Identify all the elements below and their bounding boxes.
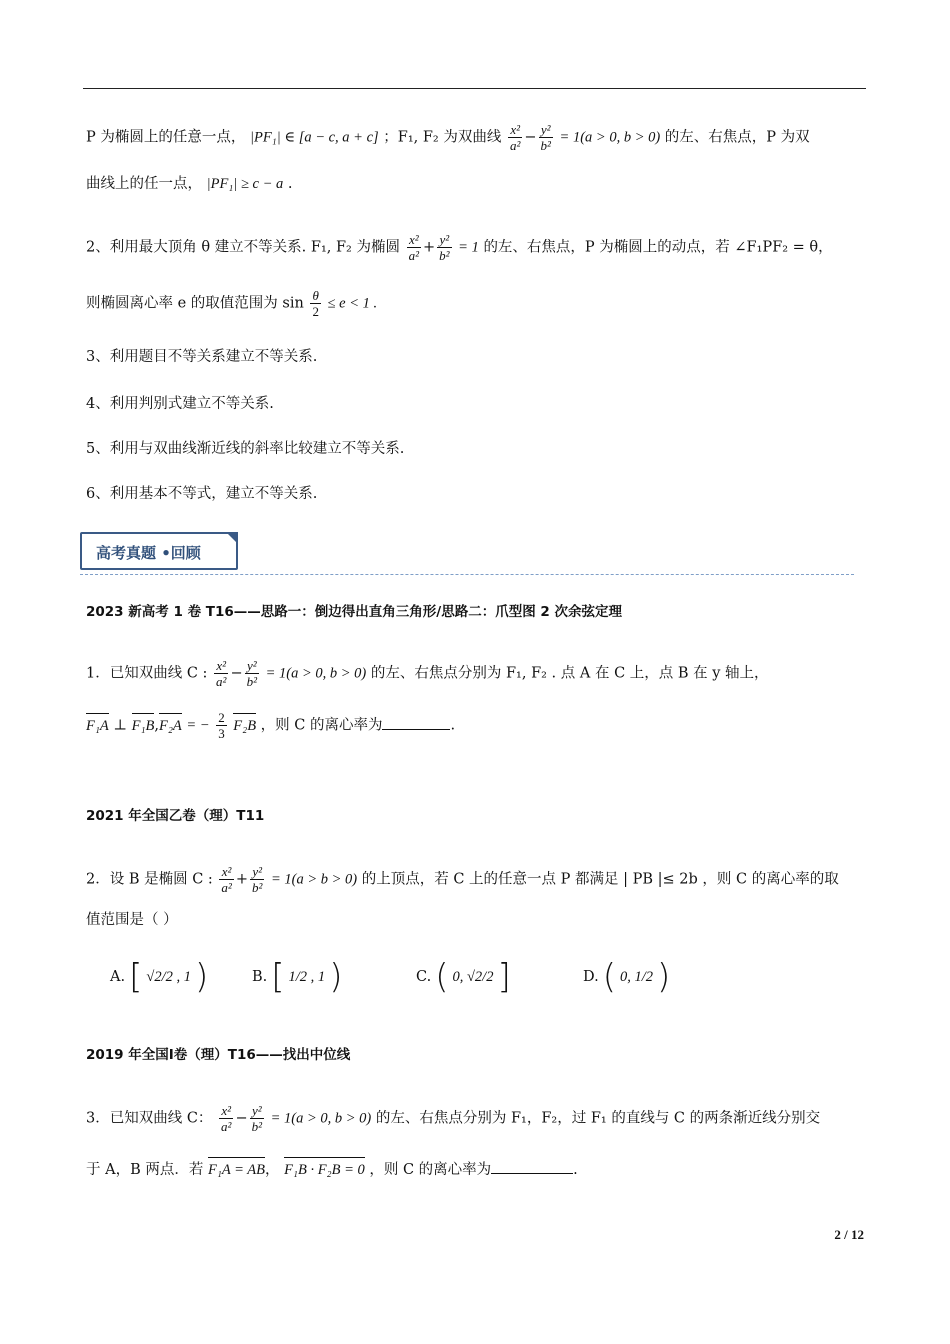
section-banner-label: 高考真题 •回顾 [96, 544, 201, 562]
q3-heading: 2019 年全国Ⅰ卷（理）T16——找出中位线 [86, 1047, 351, 1063]
q3-line-1: 3．已知双曲线 C： $\frac{\text{x²}}{\text{a²}}$ − $\frac{\text{y²}}{\text{b²}}$ = 1(a > 0, b > 0) 的左、右焦点分别为 F₁，F₂，过 F₁ 的直线与 C 的两条渐近线分别交 [86, 1103, 821, 1134]
q2-option-a[interactable]: A. [ √2/2 , 1 ) [110, 957, 209, 997]
intro-line-2: 曲线上的任一点， |PF₁| ≥ c − a . [86, 176, 293, 192]
q2-option-b[interactable]: B. [ 1/2 , 1 ) [252, 957, 343, 997]
page-number: 2 / 12 [834, 1227, 864, 1242]
q3-line-2: 于 A，B 两点．若 F₁A = AB， F₁B · F₂B = 0 ，则 C 的离心率为 . [86, 1157, 578, 1182]
section-divider [80, 574, 854, 575]
section-banner [80, 532, 238, 570]
method-5: 5、利用与双曲线渐近线的斜率比较建立不等关系. [86, 441, 405, 457]
answer-blank [491, 1157, 573, 1174]
q2-option-c[interactable]: C. ( 0, √2/2 ] [416, 957, 511, 997]
q2-line-1: 2．设 B 是椭圆 C : $\frac{\text{x²}}{\text{a²}}$ + $\frac{\text{y²}}{\text{b²}}$ = 1(a > b > 0) 的上顶点，若 C 上的任意一点 P 都满足 | PB |≤ 2b ，则 C 的离心率的取 [86, 864, 839, 895]
method-4: 4、利用判别式建立不等关系. [86, 396, 274, 412]
q1-heading: 2023 新高考 1 卷 T16——思路一：倒边得出直角三角形/思路二：爪型图 2 次余弦定理 [86, 604, 622, 620]
method-2-line-1: 2、利用最大顶角 θ 建立不等关系. F₁, F₂ 为椭圆 $\frac{\text{x²}}{\text{a²}}$ + $\frac{\text{y²}}{\text{b²}}$ = 1 的左、右焦点，P 为椭圆上的动点，若 ∠F₁PF₂ = θ， [86, 232, 833, 263]
method-2-line-2: 则椭圆离心率 e 的取值范围为 sin $\frac{\theta}{2}$ ≤ e < 1 . [86, 288, 378, 319]
q1-line-1: 1．已知双曲线 C : $\frac{\text{x²}}{\text{a²}}$ − $\frac{\text{y²}}{\text{b²}}$ = 1(a > 0, b > 0) 的左、右焦点分别为 F₁, F₂ . 点 A 在 C 上，点 B 在 y 轴上， [86, 658, 769, 689]
method-3: 3、利用题目不等关系建立不等关系. [86, 349, 318, 365]
q2-line-2: 值范围是（ ） [86, 912, 178, 928]
answer-blank [382, 713, 450, 730]
q2-option-d[interactable]: D. ( 0, 1/2 ) [583, 957, 671, 997]
header-rule [83, 88, 866, 89]
q1-line-2: F₁A ⊥ F₁B,F₂A = − $\frac{2}{3}$ F₂B ，则 C 的离心率为 . [86, 710, 456, 741]
q2-heading: 2021 年全国乙卷（理）T11 [86, 808, 265, 824]
method-6: 6、利用基本不等式，建立不等关系. [86, 486, 318, 502]
intro-line-1: P 为椭圆上的任意一点， |PF₁| ∈ [a − c, a + c] ；F₁, F₂ 为双曲线 $\frac{\text{x²}}{\text{a²}}$ − $\frac{\text{y²}}{\text{b²}}$ = 1(a > 0, b > 0) 的左、右焦点，P 为双 [86, 122, 810, 153]
